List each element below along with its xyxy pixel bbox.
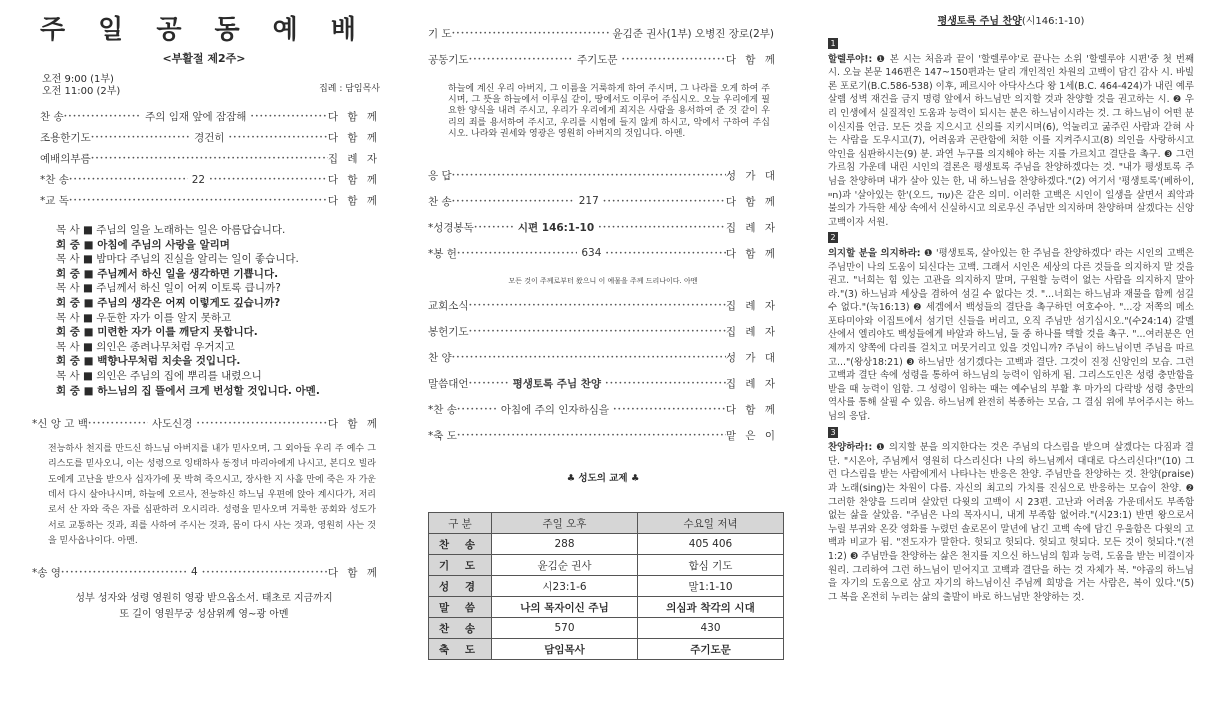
reading-text: 아침에 주님의 사랑을 알리며	[97, 238, 230, 251]
leader-dots	[88, 417, 148, 429]
order-item-leader: 집 례 자	[725, 325, 778, 338]
reading-role: 회 중 ■	[56, 326, 94, 339]
order-item-detail: 4	[191, 566, 198, 579]
doxology-line: 또 길이 영원무궁 성삼위께 영~광 아멘	[119, 609, 289, 621]
wednesday-cell: 주기도문	[638, 639, 784, 660]
leader-dots	[469, 53, 573, 65]
order-item-leader: 다 함 께	[725, 53, 778, 66]
order-item-leader: 집 례 자	[327, 153, 380, 165]
lords-prayer-text: 하늘에 계신 우리 아버지, 그 이름을 거룩하게 하여 주시며, 그 나라를 오게 하여 주시며, 그 뜻을 하늘에서 이루심 같이, 땅에서도 이루어 주십시오. 오늘 우리에게 필요한 양식을 내려 주시고, 우리가 우리에게 죄지은 사람을 용서하여 준 것 같이 우리의 죄를 용서하여 주시고, 우리를 시험에 들지 않게 하시고, 악에서 구하여 주십시오. 나라와 권세와 영광은 영원히 아버지의 것입니다. 아멘.	[448, 84, 770, 139]
commentary-title-ref: (시146:1-10)	[1021, 16, 1085, 27]
order-item-label: 응 답	[428, 169, 452, 182]
row-label: 찬 송	[429, 618, 492, 639]
table-header-cell: 수요일 저녁	[638, 513, 784, 534]
order-item-label: *신 앙 고 백	[32, 417, 88, 430]
order-item-detail: 시편 146:1-10	[517, 221, 595, 234]
order-item-label: 찬 양	[428, 351, 452, 364]
leader-dots	[622, 53, 726, 65]
order-item	[428, 20, 778, 46]
wednesday-cell: 합심 기도	[638, 555, 784, 576]
order-item-leader: 다 함 께	[327, 417, 380, 430]
reading-role: 회 중 ■	[56, 296, 94, 309]
apostles-creed-text: 전능하사 천지를 만드신 하느님 아버지를 내가 믿사오며, 그 외아들 우리 주 예수 그리스도를 믿사오니, 이는 성령으로 잉태하사 동정녀 마리아에게 나시고, 본디오 빌라도에게 고난을 받으사 십자가에 못 박혀 죽으시고, 장사한 지 사흘 만에 죽은 자 가운데서 다시 살아나시며, 하늘에 오르사, 전능하신 하느님 우편에 앉아 계시다가, 저리로서 산 자와 죽은 자를 심판하러 오시리라. 성령을 믿사오며 거룩한 공회와 성도가 서로 교통하는 것과, 죄를 사하여 주시는 것과, 몸이 다시 사는 것과, 영원히 사는 것을 믿사옵나이다. 아멘.	[48, 444, 376, 546]
order-item-detail: 경건히	[194, 132, 225, 144]
sunday-cell: 나의 목자이신 주님	[492, 597, 638, 618]
order-item-doxology	[32, 561, 380, 583]
leader-dots	[457, 247, 577, 259]
order-item	[40, 169, 380, 190]
wednesday-cell: 430	[638, 618, 784, 639]
leader-dots	[209, 174, 328, 186]
leader-dots	[229, 132, 328, 144]
order-item-detail: 주의 임재 앞에 잠잠해	[145, 111, 247, 123]
order-item-leader: 다 함 께	[725, 195, 778, 208]
order-item-label: 교회소식	[428, 299, 469, 312]
leader-dots	[452, 351, 726, 363]
reading-text: 주님께서 하신 일을 생각하면 기쁩니다.	[97, 267, 279, 280]
responsive-line	[56, 384, 380, 399]
row-label: 기 도	[429, 555, 492, 576]
order-item	[428, 318, 778, 344]
table-row	[429, 597, 784, 618]
order-item-detail: 주기도문	[576, 53, 618, 66]
row-label: 축 도	[429, 639, 492, 660]
reading-role: 목 사 ■	[56, 311, 93, 324]
order-item-label: 기 도	[428, 27, 452, 40]
sermon-commentary-column	[828, 0, 1194, 716]
order-item-detail: 217	[578, 195, 599, 208]
leader-dots	[69, 195, 328, 207]
reading-text: 주님의 일을 노래하는 일은 아름답습니다.	[96, 224, 286, 236]
order-item-label: *송 영	[32, 566, 61, 579]
leader-dots	[474, 221, 514, 233]
order-list-opening	[40, 106, 380, 211]
row-label: 말 씀	[429, 597, 492, 618]
commentary-section	[828, 426, 1194, 440]
page-title: 주 일 공 동 예 배	[40, 15, 368, 45]
reading-text: 주님의 생각은 어찌 이렇게도 깊습니까?	[97, 296, 281, 309]
sunday-cell: 288	[492, 534, 638, 555]
leader-dots	[196, 417, 327, 429]
leader-dots	[452, 27, 609, 39]
responsive-line	[56, 267, 380, 282]
table-header-cell: 주일 오후	[492, 513, 638, 534]
order-list-main	[428, 162, 778, 266]
responsive-line	[56, 252, 380, 267]
leader-dots	[605, 377, 726, 389]
order-item-leader: 다 함 께	[327, 174, 380, 186]
section-text: ❶ 본 시는 처음과 끝이 '할렐루야'로 끝나는 소위 '할렐루야 시편'중 첫 번째 시. 오늘 본문 146편은 147~150편과는 달리 개인적인 차원의 고백이 담긴 감사 시. 바빌론 포로기(B.C.586-538) 이후, 페르시아 아닥사스다 왕 1세(B.C. 464-424)가 내린 예루살렘 성벽 재건을 금지 명령 앞에서 하느님만 의지할 것과 찬양할 것을 권고하는 시. ❷ 우리 인생에서 실질적인 도움과 능력이 되시는 분은 하느님이시라는 것. 그 하느님이 어떤 분이신지를 언급. 모든 것을 지으시고 신의를 지키시며(6), 억눌리고 굶주린 사람과 갇혀 사는 사람을 도우시고(7), 어려움과 곤란함에 처한 이를 지켜주시고(8) 의인을 사랑하시고 악인을 심판하시는(9) 분. 과연 누구를 의지해야 하는 지를 가르치고 결단을 촉구. ❸ 그런 가르침 가운데 내린 시인의 결론은 평생토록 주님을 찬양하겠다는 것. "내가 평생토록 주님을 찬양하며 내가 살아 있는 한, 내 하느님을 찬양하겠다."(2) 여기서 '평생토록'(베하이, חיי)과 '살아있는 한'(오드, עוד)은 같은 의미. 이러한 고백은 시인이 일생을 살면서 죄악과 불의가 가득한 세상 속에서 신실하시고 의로우신 주님만 의지하며 찬양하며 살겠다는 신앙고백이자 서원.	[828, 53, 1195, 228]
reading-role: 회 중 ■	[56, 238, 94, 251]
leader-dots	[91, 153, 328, 165]
responsive-line	[56, 354, 380, 369]
sunday-cell: 시23:1-6	[492, 576, 638, 597]
responsive-line	[56, 340, 380, 355]
order-item-leader: 성 가 대	[725, 351, 778, 364]
reading-role: 목 사 ■	[56, 224, 93, 236]
order-item-detail: 평생토록 주님 찬양	[512, 377, 602, 390]
order-item	[40, 106, 380, 127]
responsive-line	[56, 281, 380, 296]
responsive-line	[56, 238, 380, 253]
commentary-title	[828, 12, 1194, 27]
order-item-detail: 사도신경	[151, 417, 193, 430]
order-item-creed	[32, 412, 380, 434]
leader-dots	[64, 111, 141, 123]
order-item-label: 예배의부름	[40, 153, 91, 165]
table-row	[429, 618, 784, 639]
leader-dots	[469, 325, 726, 337]
leader-dots	[469, 299, 726, 311]
table-row	[429, 576, 784, 597]
order-of-worship-column	[28, 0, 380, 716]
order-item-leader: 다 함 께	[327, 111, 380, 123]
reading-text: 주님께서 하신 일이 어찌 이토록 큽니까?	[96, 282, 281, 295]
commentary-section	[828, 231, 1194, 245]
sunday-cell: 570	[492, 618, 638, 639]
order-item-leader: 다 함 께	[327, 195, 380, 207]
order-list-closing	[428, 292, 778, 448]
responsive-reading	[56, 223, 380, 398]
table-row	[429, 534, 784, 555]
reading-role: 회 중 ■	[56, 384, 94, 397]
responsive-line	[56, 296, 380, 311]
order-item-label: 찬 송	[40, 111, 64, 123]
leader-dots	[250, 111, 327, 123]
leader-dots	[469, 377, 509, 389]
leader-dots	[61, 566, 187, 578]
wednesday-cell: 405 406	[638, 534, 784, 555]
order-item-detail: 22	[191, 173, 206, 186]
order-item-label: *찬 송	[428, 403, 457, 416]
reading-text: 의인은 주님의 집에 뿌리를 내렸으니	[96, 369, 262, 382]
commentary-body	[828, 37, 1194, 604]
celebrant-label: 집례 : 담임목사	[319, 84, 380, 94]
reading-role: 목 사 ■	[56, 253, 93, 266]
leader-dots	[613, 403, 726, 415]
order-item	[428, 188, 778, 214]
order-item-label: 공동기도	[428, 53, 469, 66]
reading-role: 회 중 ■	[56, 267, 94, 280]
table-row	[429, 639, 784, 660]
reading-text: 미련한 자가 이를 깨닫지 못합니다.	[97, 326, 258, 339]
leader-dots	[452, 195, 575, 207]
order-item-leader: 집 례 자	[725, 299, 778, 312]
sunday-cell: 윤김순 권사	[492, 555, 638, 576]
commentary-section	[828, 37, 1194, 51]
order-item-label: 조용한기도	[40, 132, 91, 144]
page-subtitle: <부활절 제2주>	[162, 52, 246, 65]
leader-dots	[91, 132, 190, 144]
order-item-label: *찬 송	[40, 174, 69, 186]
reading-text: 밤마다 주님의 진실을 알리는 일이 좋습니다.	[96, 253, 299, 266]
responsive-line	[56, 325, 380, 340]
offering-note: 모든 것이 주께로부터 왔으니 이 예물을 주께 드리나이다. 아멘	[508, 277, 698, 286]
order-item	[428, 46, 778, 72]
table-header-row	[429, 513, 784, 534]
service-time-first: 오전 9:00 (1부)	[42, 74, 114, 85]
order-item	[428, 240, 778, 266]
order-item-leader: 다 함 께	[725, 403, 778, 416]
sunday-cell: 담임목사	[492, 639, 638, 660]
order-item-label: 말씀대언	[428, 377, 469, 390]
order-item	[428, 292, 778, 318]
reading-text: 백향나무처럼 치솟을 것입니다.	[97, 355, 241, 368]
doxology-lyrics	[28, 591, 380, 623]
service-time-second: 오전 11:00 (2부)	[42, 86, 121, 97]
order-item	[428, 396, 778, 422]
order-item	[40, 127, 380, 148]
order-list-prayer	[428, 20, 778, 72]
row-label: 성 경	[429, 576, 492, 597]
reading-role: 목 사 ■	[56, 340, 93, 353]
section-text: ❶ '평생토록, 살아있는 한 주님을 찬양하겠다' 라는 시인의 고백은 주님만이 나의 도움이 되신다는 고백. 그래서 시인은 세상의 다른 것들을 의지하지 말 것을 권고. "너희는 힘 있는 고관을 의지하지 말며, 구원할 능력이 없는 사람을 의지하지 말아라."(3) 하느님과 세상을 겸하여 섬길 수 없다는 것. "...너희는 하느님과 재물을 함께 섬길 수 없다."(눅16:13) ❷ 세겜에서 백성들의 결단을 촉구하던 여호수아. "...강 저쪽의 메소포타미아와 이집트에서 섬기던 신들을 버리고, 오직 주님만 섬기십시오."(수24:14) 갈멜산에서 엘리야도 백성들에게 바알과 하느님, 둘 중 하나를 택할 것을 촉구. "...여러분은 언제까지 양쪽에 다리를 걸치고 머뭇거리고 있을 것입니까? 주님이 하느님이면 주님을 따르고..."(왕상18:21) ❸ 하느님만 섬기겠다는 고백과 결단. 그것이 진정 신앙인의 모습. 그런 고백과 결단 속에 성령을 통하여 하느님의 능력이 임하게 됨. 그리스도인은 성령 충만함을 받을 때 능력이 임함. 그 성령이 임하는 때는 예수님의 부활 후 마가의 다락방 성령 충만의 역사를 통해 살필 수 있음. 하느님께 완전히 복종하는 모습, 그 결심 위에 부어주시는 하느님의 응답.	[828, 247, 1194, 423]
order-item-sermon	[428, 370, 778, 396]
order-item-detail: 아침에 주의 인자하심을	[500, 403, 609, 416]
doxology-line: 성부 성자와 성령 영원히 영광 받으옵소서. 태초로 지금까지	[75, 593, 333, 605]
order-item-detail: 윤김준 권사(1부) 오병진 장로(2부)	[612, 27, 774, 40]
section-heading: 찬양하라!:	[828, 442, 873, 454]
reading-role: 목 사 ■	[56, 369, 93, 382]
reading-text: 하느님의 집 뜰에서 크게 번성할 것입니다. 아멘.	[97, 384, 320, 397]
reading-text: 의인은 종려나무처럼 우거지고	[96, 340, 235, 353]
leader-dots	[202, 566, 328, 578]
table-row	[429, 555, 784, 576]
table-header-cell: 구 분	[429, 513, 492, 534]
leader-dots	[69, 174, 188, 186]
order-item-label: *교 독	[40, 195, 69, 207]
reading-role: 회 중 ■	[56, 355, 94, 368]
section-number: 1	[828, 38, 838, 49]
wednesday-cell: 의심과 착각의 시대	[638, 597, 784, 618]
section-number: 3	[828, 427, 838, 438]
order-item-leader: 다 함 께	[327, 566, 381, 579]
row-label: 찬 송	[429, 534, 492, 555]
reading-role: 목 사 ■	[56, 282, 93, 295]
section-number: 2	[828, 232, 838, 243]
order-item-scripture	[428, 214, 778, 240]
section-heading: 의지할 분을 의지하라:	[828, 247, 921, 259]
leader-dots	[605, 247, 725, 259]
order-item-leader: 성 가 대	[725, 169, 778, 182]
service-times	[28, 72, 380, 106]
order-of-worship-column-continued	[428, 0, 778, 716]
order-item-leader: 다 함 께	[725, 247, 778, 260]
leader-dots	[603, 195, 726, 207]
order-item	[40, 190, 380, 211]
fellowship-schedule-table	[428, 512, 784, 660]
leader-dots	[598, 221, 726, 233]
leader-dots	[457, 403, 497, 415]
order-item	[40, 148, 380, 169]
fellowship-title: ♣ 성도의 교제 ♣	[566, 473, 640, 485]
order-item-label: *축 도	[428, 429, 457, 442]
order-item-detail: 634	[581, 247, 602, 260]
order-item-leader: 맡 은 이	[725, 429, 778, 442]
order-item	[428, 422, 778, 448]
order-item-leader: 다 함 께	[327, 132, 380, 144]
order-item	[428, 344, 778, 370]
responsive-line	[56, 223, 380, 238]
order-item-label: 찬 송	[428, 195, 452, 208]
order-item-label: *성경봉독	[428, 221, 474, 234]
wednesday-cell: 말1:1-10	[638, 576, 784, 597]
responsive-line	[56, 369, 380, 384]
order-item	[428, 162, 778, 188]
order-item-label: *봉 헌	[428, 247, 457, 260]
section-text: ❶ 의지할 분을 의지한다는 것은 주님의 다스림을 받으며 살겠다는 다짐과 결단. "시온아, 주님께서 영원히 다스리신다! 나의 하느님께서 대대로 다스리신다!"(10) 그런 다스림을 받는 사람에게서 나타나는 반응은 찬양. 주님만을 찬양하는 것. 찬양(praise)과 노래(sing)는 차원이 다름. 자신의 최고의 가치를 진심으로 반응하는 모습이 찬양. ❷ 그러한 찬양을 드리며 살았던 다윗의 고백이 시 23편. 고난과 어려움 가운데서도 부족함 없는 삶을 살았음. "주님은 나의 목자시니, 내게 부족함 없어라."(시23:1) 반면 왕으로서 누릴 부귀와 온갖 영화를 누렸던 솔로몬이 말년에 남긴 고백 속에 담긴 우울함은 다윗의 고백과 비교가 됨. "전도자가 말한다. 헛되고 헛되다. 헛되고 헛되다. 모든 것이 헛되다."(전1:2) ❸ 주님만을 찬양하는 삶은 천지를 지으신 하느님의 힘과 능력, 도움을 받는 비결이자 원리. 그리하여 그런 하느님이 믿어지고 고백과 결단을 하는 것 자체가 복. "야곱의 하느님을 자기의 도움으로 삼고 자기의 하느님이신 주님께 희망을 거는 사람은, 복이 있다."(5) 그 복을 온전히 누리는 삶의 출발이 바로 하느님만 찬양하는 것.	[828, 442, 1194, 603]
order-item-leader: 집 례 자	[725, 377, 778, 390]
reading-text: 우둔한 자가 이를 알지 못하고	[96, 311, 232, 324]
commentary-title-text: 평생토록 주님 찬양	[937, 16, 1022, 27]
leader-dots	[452, 169, 726, 181]
leader-dots	[457, 429, 726, 441]
order-item-leader: 집 례 자	[725, 221, 778, 234]
responsive-line	[56, 311, 380, 326]
section-heading: 할렐루야!:	[828, 53, 873, 65]
order-item-label: 봉헌기도	[428, 325, 469, 338]
